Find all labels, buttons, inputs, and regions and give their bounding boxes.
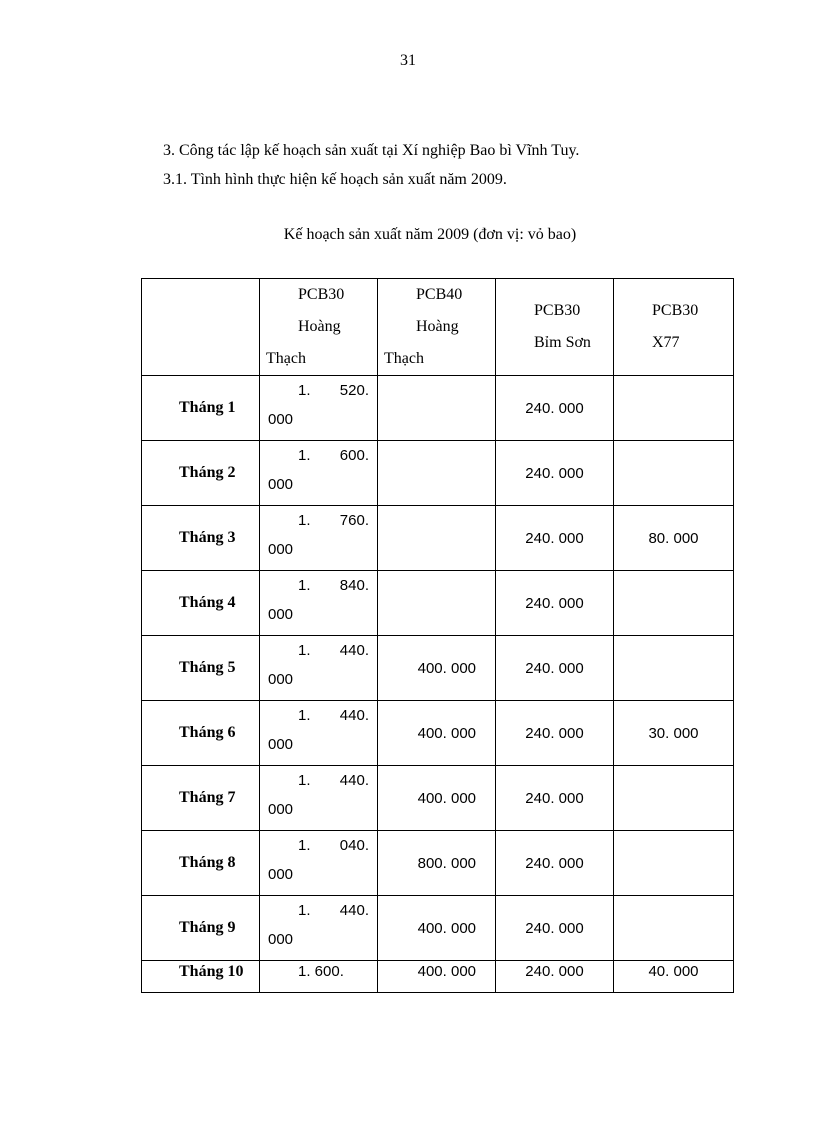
pcb30-x77-cell — [614, 376, 734, 441]
pcb30-x77-cell — [614, 896, 734, 961]
value-part: 440. — [339, 707, 369, 724]
month-cell: Tháng 3 — [142, 506, 260, 571]
value-part: 1. — [298, 382, 311, 399]
table-row — [142, 376, 734, 441]
pcb30-x77-cell — [614, 636, 734, 701]
value-part: 760. — [339, 512, 369, 529]
value-part: 440. — [339, 772, 369, 789]
month-cell: Tháng 8 — [142, 831, 260, 896]
pcb30-x77-cell: 80. 000 — [614, 506, 734, 571]
pcb30-bim-son-cell: 240. 000 — [496, 831, 614, 896]
month-cell: Tháng 6 — [142, 701, 260, 766]
value-part: 520. — [339, 382, 369, 399]
pcb40-hoang-thach-cell: 400. 000 — [378, 701, 496, 766]
pcb40-hoang-thach-cell — [378, 506, 496, 571]
month-cell: Tháng 5 — [142, 636, 260, 701]
value-part: 000 — [268, 476, 294, 493]
value-part: 1. — [298, 447, 311, 464]
pcb40-hoang-thach-cell — [378, 571, 496, 636]
production-plan-table — [141, 278, 734, 993]
month-cell: Tháng 4 — [142, 571, 260, 636]
header-pcb30-hoang-thach: PCB30 Hoàng Thạch — [260, 279, 378, 376]
value-part: 1. — [298, 577, 311, 594]
page-number: 31 — [400, 52, 416, 69]
header-pcb30-bim-son: PCB30 Bỉm Sơn — [496, 279, 614, 376]
pcb40-hoang-thach-cell — [378, 376, 496, 441]
value-part: 1. — [298, 642, 311, 659]
table-row — [142, 831, 734, 896]
value-part: 000 — [268, 671, 294, 688]
month-cell: Tháng 9 — [142, 896, 260, 961]
subsection-heading: 3.1. Tình hình thực hiện kế hoạch sản xuất năm 2009. — [163, 171, 507, 188]
pcb30-x77-cell — [614, 831, 734, 896]
value-part: 000 — [268, 411, 294, 428]
pcb30-x77-cell — [614, 571, 734, 636]
pcb40-hoang-thach-cell: 800. 000 — [378, 831, 496, 896]
table-row — [142, 636, 734, 701]
pcb30-bim-son-cell: 240. 000 — [496, 636, 614, 701]
header-pcb40-hoang-thach: PCB40 Hoàng Thạch — [378, 279, 496, 376]
pcb30-hoang-thach-cell: 1. 600. — [260, 961, 378, 993]
value-part: 040. — [339, 837, 369, 854]
value-part: 000 — [268, 866, 294, 883]
table-row — [142, 441, 734, 506]
pcb30-x77-cell: 40. 000 — [614, 961, 734, 993]
value-part: 440. — [339, 902, 369, 919]
month-cell: Tháng 7 — [142, 766, 260, 831]
pcb30-bim-son-cell: 240. 000 — [496, 701, 614, 766]
pcb30-x77-cell: 30. 000 — [614, 701, 734, 766]
table-row — [142, 571, 734, 636]
pcb30-bim-son-cell: 240. 000 — [496, 766, 614, 831]
pcb30-hoang-thach-cell — [260, 896, 378, 961]
pcb30-x77-cell — [614, 766, 734, 831]
pcb30-bim-son-cell: 240. 000 — [496, 376, 614, 441]
table-row — [142, 701, 734, 766]
pcb40-hoang-thach-cell — [378, 441, 496, 506]
header-empty-cell — [142, 279, 260, 376]
header-pcb30-x77: PCB30 X77 — [614, 279, 734, 376]
value-part: 1. — [298, 902, 311, 919]
pcb30-hoang-thach-cell — [260, 766, 378, 831]
value-part: 1. — [298, 772, 311, 789]
pcb30-bim-son-cell: 240. 000 — [496, 441, 614, 506]
table-row — [142, 896, 734, 961]
pcb40-hoang-thach-cell: 400. 000 — [378, 961, 496, 993]
pcb30-hoang-thach-cell — [260, 636, 378, 701]
value-part: 000 — [268, 801, 294, 818]
value-part: 600. — [339, 447, 369, 464]
table-row — [142, 766, 734, 831]
month-cell: Tháng 10 — [142, 961, 260, 993]
pcb30-bim-son-cell: 240. 000 — [496, 961, 614, 993]
value-part: 1. — [298, 837, 311, 854]
pcb30-hoang-thach-cell — [260, 376, 378, 441]
pcb40-hoang-thach-cell: 400. 000 — [378, 896, 496, 961]
pcb40-hoang-thach-cell: 400. 000 — [378, 766, 496, 831]
pcb30-hoang-thach-cell — [260, 441, 378, 506]
value-part: 000 — [268, 541, 294, 558]
value-part: 000 — [268, 931, 294, 948]
value-part: 840. — [339, 577, 369, 594]
table-caption: Kế hoạch sản xuất năm 2009 (đơn vị: vỏ bao) — [283, 226, 577, 243]
value-part: 000 — [268, 736, 294, 753]
section-heading: 3. Công tác lập kế hoạch sản xuất tại Xí nghiệp Bao bì Vĩnh Tuy. — [163, 142, 580, 159]
pcb30-bim-son-cell: 240. 000 — [496, 506, 614, 571]
table-row — [142, 961, 734, 993]
pcb30-hoang-thach-cell — [260, 571, 378, 636]
pcb30-hoang-thach-cell — [260, 831, 378, 896]
table-header-row — [142, 279, 734, 376]
pcb30-bim-son-cell: 240. 000 — [496, 571, 614, 636]
pcb40-hoang-thach-cell: 400. 000 — [378, 636, 496, 701]
pcb30-x77-cell — [614, 441, 734, 506]
pcb30-bim-son-cell: 240. 000 — [496, 896, 614, 961]
value-part: 1. — [298, 707, 311, 724]
value-part: 1. — [298, 512, 311, 529]
value-part: 440. — [339, 642, 369, 659]
value-part: 000 — [268, 606, 294, 623]
month-cell: Tháng 2 — [142, 441, 260, 506]
pcb30-hoang-thach-cell — [260, 701, 378, 766]
month-cell: Tháng 1 — [142, 376, 260, 441]
pcb30-hoang-thach-cell — [260, 506, 378, 571]
table-row — [142, 506, 734, 571]
